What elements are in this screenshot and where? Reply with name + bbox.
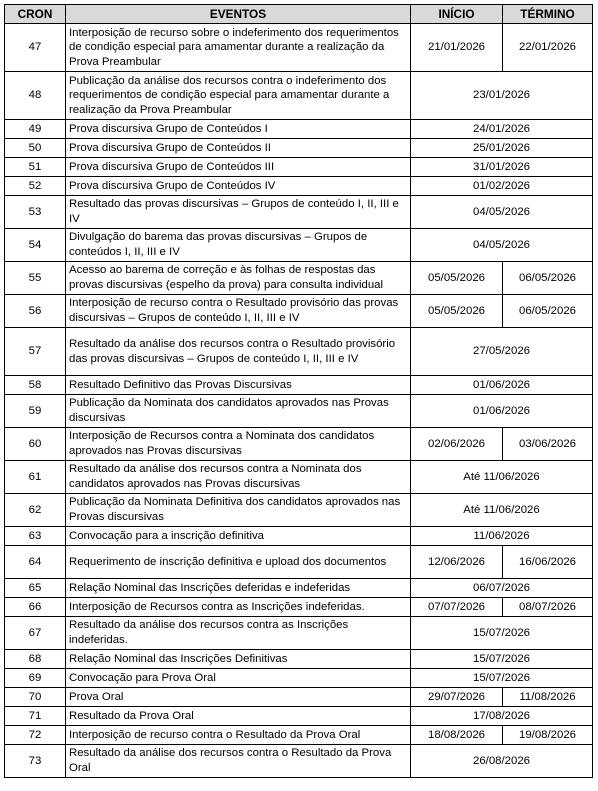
table-row	[5, 745, 593, 778]
table-row	[5, 461, 593, 494]
event-date: 31/01/2026	[411, 158, 593, 177]
table-row	[5, 650, 593, 669]
event-description: Resultado da Prova Oral	[66, 707, 411, 726]
table-row	[5, 295, 593, 328]
table-row	[5, 72, 593, 120]
cron-number: 55	[5, 262, 66, 295]
end-date: 22/01/2026	[503, 24, 593, 72]
table-row	[5, 139, 593, 158]
table-row	[5, 196, 593, 229]
header-termino: TÉRMINO	[503, 5, 593, 24]
table-row	[5, 669, 593, 688]
event-description: Relação Nominal das Inscrições deferidas e indeferidas	[66, 579, 411, 598]
header-eventos: EVENTOS	[66, 5, 411, 24]
cron-number: 65	[5, 579, 66, 598]
event-date: 06/07/2026	[411, 579, 593, 598]
start-date: 29/07/2026	[411, 688, 503, 707]
event-description: Convocação para a inscrição definitiva	[66, 527, 411, 546]
event-description: Convocação para Prova Oral	[66, 669, 411, 688]
cron-number: 62	[5, 494, 66, 527]
end-date: 03/06/2026	[503, 428, 593, 461]
event-description: Requerimento de inscrição definitiva e upload dos documentos	[66, 546, 411, 579]
cron-number: 47	[5, 24, 66, 72]
table-row	[5, 120, 593, 139]
event-description: Resultado da análise dos recursos contra a Nominata dos candidatos aprovados nas Provas discursivas	[66, 461, 411, 494]
cron-number: 59	[5, 395, 66, 428]
cron-number: 71	[5, 707, 66, 726]
event-date: 27/05/2026	[411, 328, 593, 376]
event-description: Interposição de recurso contra o Resultado da Prova Oral	[66, 726, 411, 745]
table-row	[5, 395, 593, 428]
event-description: Interposição de Recursos contra as Inscrições indeferidas.	[66, 598, 411, 617]
cron-number: 69	[5, 669, 66, 688]
table-row	[5, 158, 593, 177]
table-row	[5, 177, 593, 196]
event-description: Resultado da análise dos recursos contra o Resultado da Prova Oral	[66, 745, 411, 778]
event-date: 25/01/2026	[411, 139, 593, 158]
cron-number: 48	[5, 72, 66, 120]
event-date: Até 11/06/2026	[411, 494, 593, 527]
event-description: Prova Oral	[66, 688, 411, 707]
event-date: Até 11/06/2026	[411, 461, 593, 494]
table-row	[5, 598, 593, 617]
cron-number: 50	[5, 139, 66, 158]
event-description: Relação Nominal das Inscrições Definitivas	[66, 650, 411, 669]
event-description: Prova discursiva Grupo de Conteúdos I	[66, 120, 411, 139]
start-date: 07/07/2026	[411, 598, 503, 617]
cron-number: 70	[5, 688, 66, 707]
table-body	[5, 24, 593, 778]
event-date: 11/06/2026	[411, 527, 593, 546]
header-cron: CRON	[5, 5, 66, 24]
event-date: 01/02/2026	[411, 177, 593, 196]
start-date: 05/05/2026	[411, 262, 503, 295]
cron-number: 58	[5, 376, 66, 395]
event-date: 04/05/2026	[411, 229, 593, 262]
event-date: 15/07/2026	[411, 617, 593, 650]
event-description: Interposição de Recursos contra a Nominata dos candidatos aprovados nas Provas discursivas	[66, 428, 411, 461]
event-date: 15/07/2026	[411, 650, 593, 669]
table-row	[5, 494, 593, 527]
start-date: 05/05/2026	[411, 295, 503, 328]
table-row	[5, 24, 593, 72]
cron-number: 73	[5, 745, 66, 778]
end-date: 19/08/2026	[503, 726, 593, 745]
event-description: Resultado das provas discursivas – Grupos de conteúdo I, II, III e IV	[66, 196, 411, 229]
cron-number: 66	[5, 598, 66, 617]
cron-number: 64	[5, 546, 66, 579]
event-description: Prova discursiva Grupo de Conteúdos III	[66, 158, 411, 177]
start-date: 18/08/2026	[411, 726, 503, 745]
event-description: Prova discursiva Grupo de Conteúdos II	[66, 139, 411, 158]
cron-number: 56	[5, 295, 66, 328]
event-description: Resultado Definitivo das Provas Discursivas	[66, 376, 411, 395]
event-date: 17/08/2026	[411, 707, 593, 726]
table-row	[5, 527, 593, 546]
event-date: 24/01/2026	[411, 120, 593, 139]
cron-number: 63	[5, 527, 66, 546]
cron-number: 72	[5, 726, 66, 745]
cron-number: 60	[5, 428, 66, 461]
table-row	[5, 376, 593, 395]
event-date: 01/06/2026	[411, 395, 593, 428]
table-row	[5, 579, 593, 598]
table-row	[5, 428, 593, 461]
cron-number: 61	[5, 461, 66, 494]
end-date: 08/07/2026	[503, 598, 593, 617]
cron-number: 68	[5, 650, 66, 669]
table-row	[5, 617, 593, 650]
event-description: Interposição de recurso contra o Resultado provisório das provas discursivas – Grupos de conteúdo I, II, III e IV	[66, 295, 411, 328]
header-inicio: INÍCIO	[411, 5, 503, 24]
start-date: 02/06/2026	[411, 428, 503, 461]
event-description: Acesso ao barema de correção e às folhas de respostas das provas discursivas (espelho da prova) para consulta individual	[66, 262, 411, 295]
event-date: 04/05/2026	[411, 196, 593, 229]
event-description: Divulgação do barema das provas discursivas – Grupos de conteúdos I, II, III e IV	[66, 229, 411, 262]
end-date: 06/05/2026	[503, 262, 593, 295]
table-row	[5, 328, 593, 376]
table-row	[5, 688, 593, 707]
end-date: 11/08/2026	[503, 688, 593, 707]
event-date: 01/06/2026	[411, 376, 593, 395]
event-date: 26/08/2026	[411, 745, 593, 778]
cron-number: 67	[5, 617, 66, 650]
table-row	[5, 546, 593, 579]
event-description: Publicação da Nominata dos candidatos aprovados nas Provas discursivas	[66, 395, 411, 428]
end-date: 06/05/2026	[503, 295, 593, 328]
cron-number: 54	[5, 229, 66, 262]
table-row	[5, 229, 593, 262]
event-description: Resultado da análise dos recursos contra as Inscrições indeferidas.	[66, 617, 411, 650]
event-date: 15/07/2026	[411, 669, 593, 688]
event-date: 23/01/2026	[411, 72, 593, 120]
event-description: Publicação da Nominata Definitiva dos candidatos aprovados nas Provas discursivas	[66, 494, 411, 527]
schedule-table	[4, 4, 593, 778]
table-row	[5, 707, 593, 726]
end-date: 16/06/2026	[503, 546, 593, 579]
cron-number: 51	[5, 158, 66, 177]
event-description: Prova discursiva Grupo de Conteúdos IV	[66, 177, 411, 196]
event-description: Resultado da análise dos recursos contra o Resultado provisório das provas discursivas – Grupos de conteúdo I, II, III e IV	[66, 328, 411, 376]
start-date: 12/06/2026	[411, 546, 503, 579]
cron-number: 49	[5, 120, 66, 139]
event-description: Publicação da análise dos recursos contra o indeferimento dos requerimentos de condição especial para amamentar durante a realização da Prova Preambular	[66, 72, 411, 120]
cron-number: 57	[5, 328, 66, 376]
table-row	[5, 262, 593, 295]
header-row	[5, 5, 593, 24]
event-description: Interposição de recurso sobre o indeferimento dos requerimentos de condição especial para amamentar durante a realização da Prova Preambular	[66, 24, 411, 72]
start-date: 21/01/2026	[411, 24, 503, 72]
table-row	[5, 726, 593, 745]
cron-number: 53	[5, 196, 66, 229]
cron-number: 52	[5, 177, 66, 196]
